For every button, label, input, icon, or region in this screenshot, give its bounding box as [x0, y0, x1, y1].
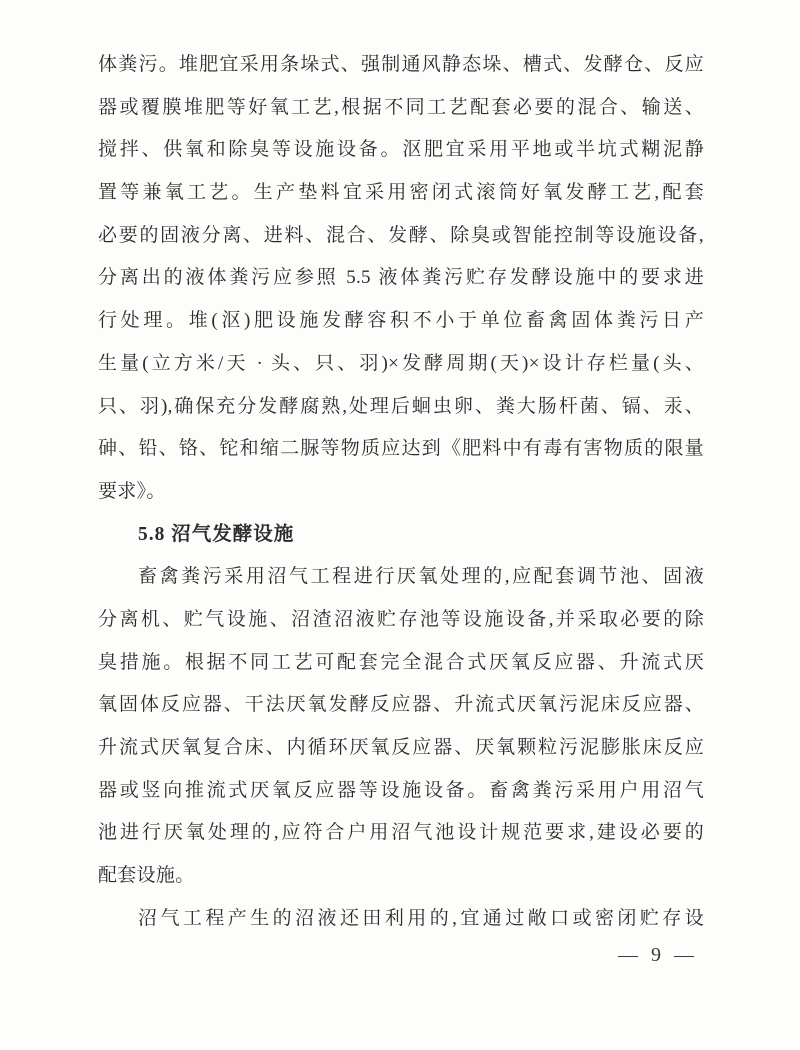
- text-line: 生量(立方米/天 · 头、只、羽)×发酵周期(天)×设计存栏量(头、: [98, 352, 704, 374]
- text-line: 氧固体反应器、干法厌氧发酵反应器、升流式厌氧污泥床反应器、: [98, 694, 704, 716]
- text-line: 分离机、贮气设施、沼渣沼液贮存池等设施设备,并采取必要的除: [98, 608, 704, 630]
- text-line: 搅拌、供氧和除臭等设施设备。沤肥宜采用平地或半坑式糊泥静: [98, 139, 704, 161]
- text-line: 器或覆膜堆肥等好氧工艺,根据不同工艺配套必要的混合、输送、: [98, 96, 704, 118]
- text-line: 体粪污。堆肥宜采用条垛式、强制通风静态垛、槽式、发酵仓、反应: [98, 54, 704, 75]
- text-line: 只、羽),确保充分发酵腐熟,处理后蛔虫卵、粪大肠杆菌、镉、汞、: [98, 395, 704, 417]
- text-line: 配套设施。: [98, 865, 195, 887]
- text-line: 要求》。: [98, 480, 166, 502]
- text-line: 畜禽粪污采用沼气工程进行厌氧处理的,应配套调节池、固液: [138, 566, 704, 588]
- text-line: 置等兼氧工艺。生产垫料宜采用密闭式滚筒好氧发酵工艺,配套: [98, 182, 704, 204]
- text-line: 分离出的液体粪污应参照 5.5 液体粪污贮存发酵设施中的要求进: [98, 267, 704, 289]
- text-line: 臭措施。根据不同工艺可配套完全混合式厌氧反应器、升流式厌: [98, 651, 704, 673]
- text-line: 升流式厌氧复合床、内循环厌氧反应器、厌氧颗粒污泥膨胀床反应: [98, 737, 704, 758]
- text-line: 砷、铅、铬、铊和缩二脲等物质应达到《肥料中有毒有害物质的限量: [98, 438, 704, 460]
- page-number: — 9 —: [618, 944, 698, 966]
- text-line: 器或竖向推流式厌氧反应器等设施设备。畜禽粪污采用户用沼气: [98, 779, 704, 801]
- text-line: 沼气工程产生的沼液还田利用的,宜通过敞口或密闭贮存设: [138, 907, 704, 929]
- text-line: 池进行厌氧处理的,应符合户用沼气池设计规范要求,建设必要的: [98, 822, 704, 844]
- text-line: 必要的固液分离、进料、混合、发酵、除臭或智能控制等设施设备,: [98, 224, 704, 246]
- page-body: [98, 44, 704, 940]
- section-heading: 5.8 沼气发酵设施: [138, 523, 295, 545]
- text-line: 行处理。堆(沤)肥设施发酵容积不小于单位畜禽固体粪污日产: [98, 310, 704, 332]
